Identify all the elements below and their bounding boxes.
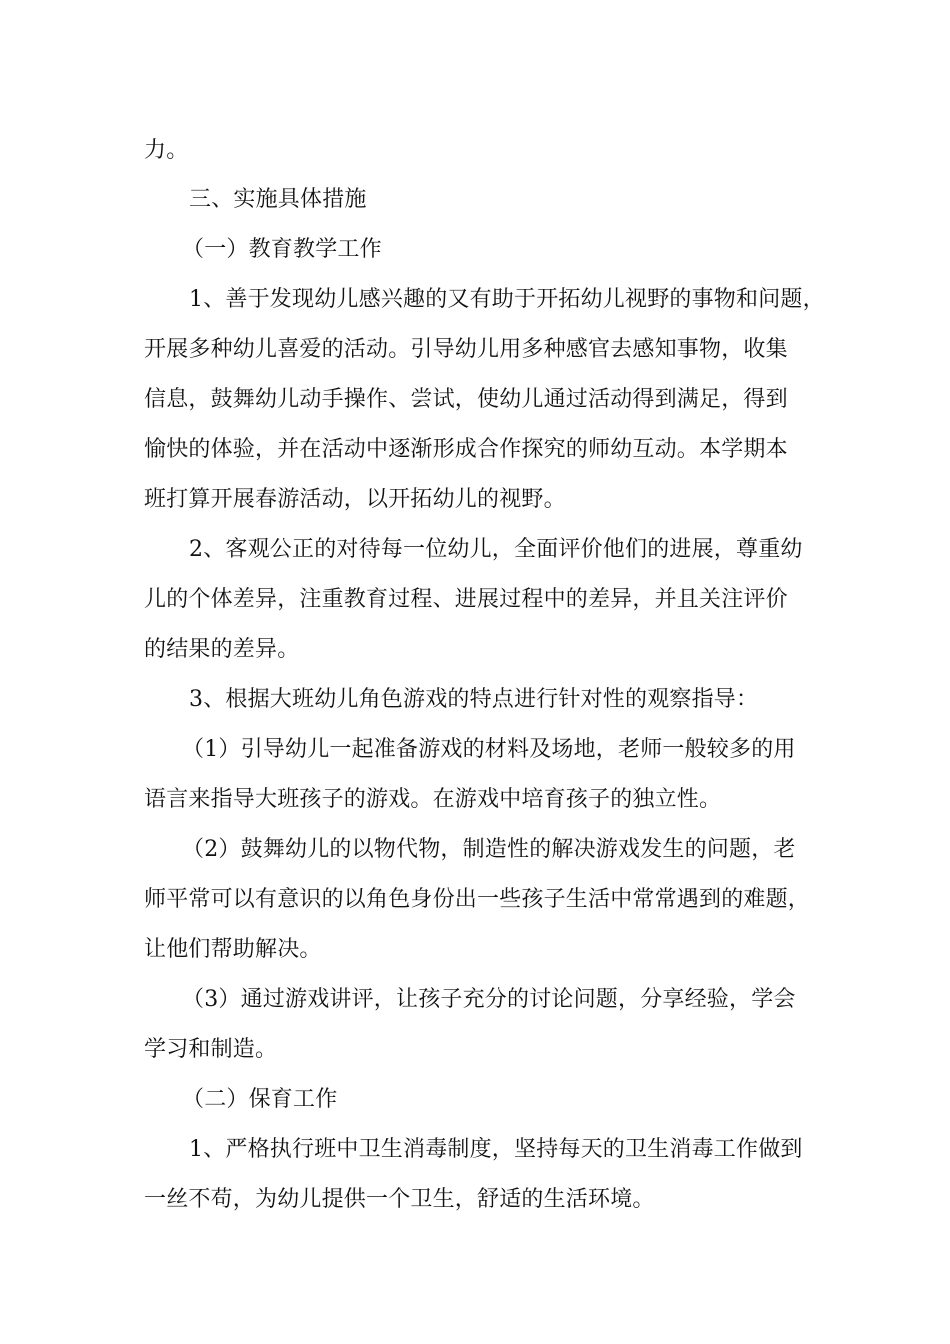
text-line: 班打算开展春游活动，以开拓幼儿的视野。 — [144, 487, 566, 512]
text-line: 学习和制造。 — [144, 1037, 278, 1062]
text-line: 开展多种幼儿喜爱的活动。引导幼儿用多种感官去感知事物，收集 — [144, 337, 788, 362]
text-line: 的结果的差异。 — [144, 637, 300, 662]
text-line: 语言来指导大班孩子的游戏。在游戏中培育孩子的独立性。 — [144, 787, 722, 812]
text-line: 1、善于发现幼儿感兴趣的又有助于开拓幼儿视野的事物和问题， — [189, 287, 825, 312]
text-line: 信息，鼓舞幼儿动手操作、尝试，使幼儿通过活动得到满足，得到 — [144, 387, 788, 412]
text-line: 愉快的体验，并在活动中逐渐形成合作探究的师幼互动。本学期本 — [144, 437, 788, 462]
text-line: 2、客观公正的对待每一位幼儿，全面评价他们的进展，尊重幼 — [189, 537, 803, 562]
text-line: 让他们帮助解决。 — [144, 937, 322, 962]
text-line: （2）鼓舞幼儿的以物代物，制造性的解决游戏发生的问题，老 — [182, 837, 796, 862]
section-heading: 三、实施具体措施 — [189, 187, 367, 212]
text-line: 儿的个体差异，注重教育过程、进展过程中的差异，并且关注评价 — [144, 587, 788, 612]
text-line: 一丝不苟，为幼儿提供一个卫生，舒适的生活环境。 — [144, 1187, 655, 1212]
subsection-heading: （二）保育工作 — [182, 1087, 338, 1112]
text-line: （3）通过游戏讲评，让孩子充分的讨论问题，分享经验，学会 — [182, 987, 796, 1012]
text-line: 1、严格执行班中卫生消毒制度，坚持每天的卫生消毒工作做到 — [189, 1137, 803, 1162]
text-line: 师平常可以有意识的以角色身份出一些孩子生活中常常遇到的难题， — [144, 887, 811, 912]
text-line: 3、根据大班幼儿角色游戏的特点进行针对性的观察指导： — [189, 687, 759, 712]
subsection-heading: （一）教育教学工作 — [182, 237, 382, 262]
text-line: 力。 — [144, 138, 189, 163]
text-line: （1）引导幼儿一起准备游戏的材料及场地，老师一般较多的用 — [182, 737, 796, 762]
